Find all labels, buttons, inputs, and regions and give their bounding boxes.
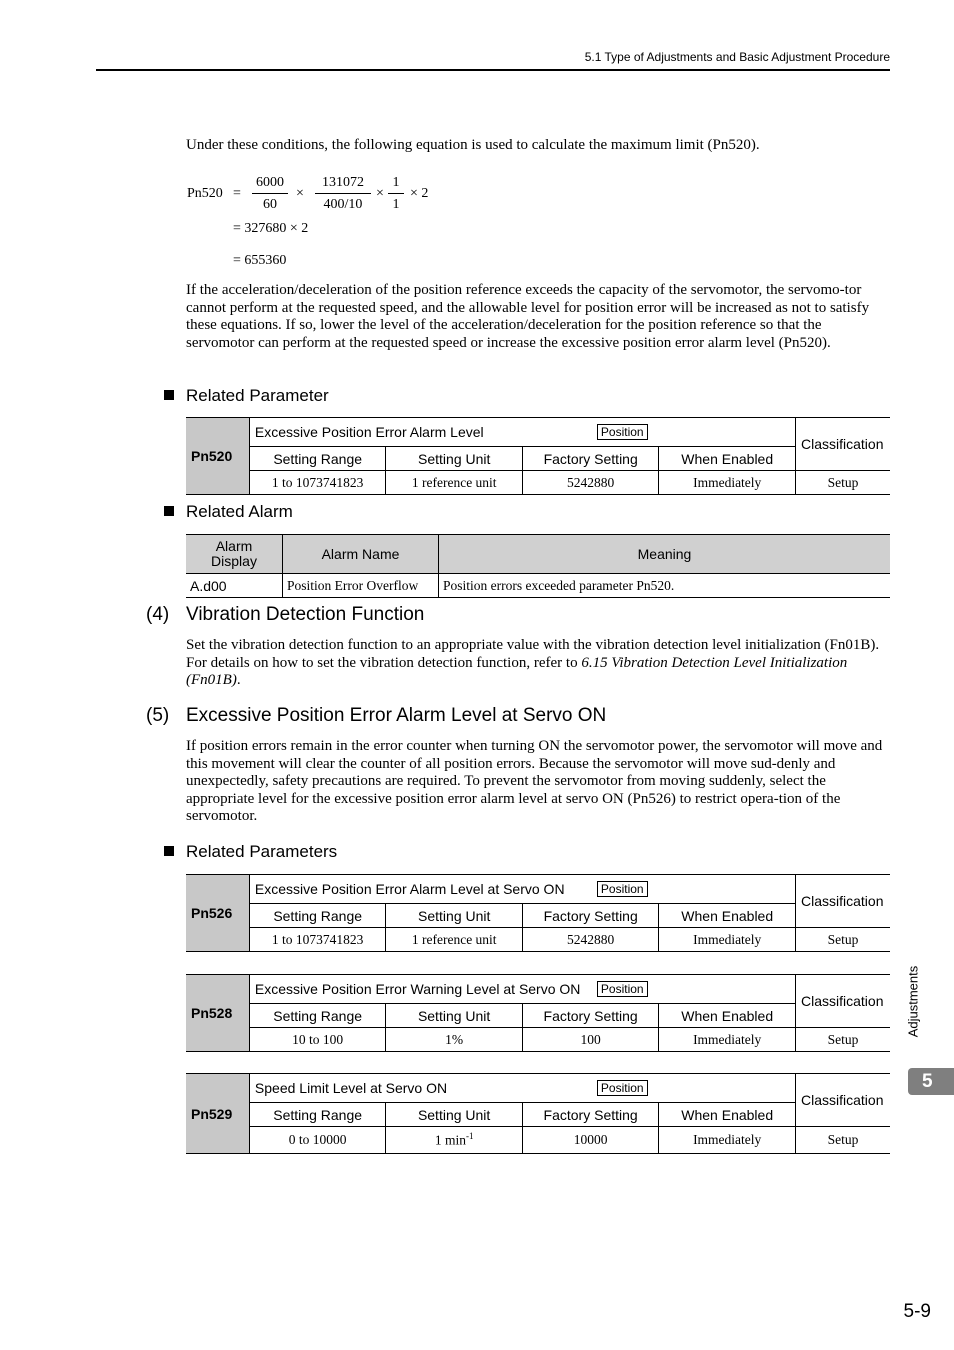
body-paragraph: If the acceleration/deceleration of the position reference exceeds the capacity of the servomotor, the servomo-tor cannot perform at the requested speed, and the allowable level for position error will be increased as not to satisfy these equations. If so, lower the level of the acceleration/deceleration for the position reference so that the servomotor can perform at the requested speed or increase the excessive position error alarm level (Pn520). (186, 282, 870, 351)
bullet-square-icon (164, 846, 174, 856)
setting-range-value: 1 to 1073741823 (249, 471, 386, 495)
bullet-square-icon (164, 506, 174, 516)
bullet-square-icon (164, 390, 174, 400)
param-code: Pn520 (186, 418, 249, 495)
param-code: Pn528 (186, 975, 249, 1052)
classification-header: Classification (796, 1074, 891, 1127)
param-table-pn526 (186, 874, 890, 952)
fraction-3: $\frac{1}{1}$ (388, 174, 404, 213)
param-name: Excessive Position Error Alarm Level Position (249, 418, 795, 447)
when-enabled-header: When Enabled (659, 1103, 796, 1127)
meaning-header: Meaning (439, 535, 891, 574)
classification-value: Setup (796, 1127, 891, 1154)
setting-unit-header: Setting Unit (386, 1103, 522, 1127)
classification-value: Setup (796, 1028, 891, 1052)
setting-unit-header: Setting Unit (386, 904, 522, 928)
param-name: Excessive Position Error Warning Level at Servo ON Position (249, 975, 795, 1004)
factory-setting-value: 5242880 (522, 928, 658, 952)
related-alarm-heading: Related Alarm (164, 502, 293, 522)
setting-unit-header: Setting Unit (386, 1004, 522, 1028)
classification-header: Classification (796, 975, 891, 1028)
setting-unit-value: 1% (386, 1028, 522, 1052)
classification-value: Setup (796, 928, 891, 952)
side-chapter-label: Adjustments (905, 965, 921, 1038)
when-enabled-value: Immediately (659, 1028, 796, 1052)
when-enabled-value: Immediately (659, 471, 796, 495)
alarm-name: Position Error Overflow (283, 574, 439, 598)
header-rule (96, 69, 890, 71)
factory-setting-header: Factory Setting (522, 447, 658, 471)
when-enabled-value: Immediately (659, 1127, 796, 1154)
classification-value: Setup (796, 471, 891, 495)
param-code: Pn526 (186, 875, 249, 952)
setting-range-value: 10 to 100 (249, 1028, 385, 1052)
position-badge: Position (597, 424, 648, 440)
param-name: Excessive Position Error Alarm Level at Servo ON Position (249, 875, 795, 904)
alarm-meaning: Position errors exceeded parameter Pn520. (439, 574, 891, 598)
when-enabled-value: Immediately (659, 928, 796, 952)
factory-setting-header: Factory Setting (522, 1004, 659, 1028)
equation-tail: × 2 (410, 186, 429, 201)
setting-unit-value: 1 reference unit (386, 928, 522, 952)
section-4-body: Set the vibration detection function to an appropriate value with the vibration detection level initialization (Fn01B). For details on how to set the vibration detection function, refer to 6.15 Vibration Detection Level Initialization (Fn01B). (186, 637, 880, 689)
position-badge: Position (597, 1080, 648, 1096)
equation-lhs: Pn520 (187, 186, 223, 201)
setting-range-value: 0 to 10000 (249, 1127, 385, 1154)
times-1: × (296, 186, 304, 201)
chapter-tab: 5 (908, 1068, 954, 1095)
param-table-pn529 (186, 1073, 890, 1154)
related-parameters-heading: Related Parameters (164, 842, 337, 862)
related-parameter-heading: Related Parameter (164, 386, 329, 406)
param-table-pn520 (186, 417, 890, 495)
position-badge: Position (597, 981, 648, 997)
param-code: Pn529 (186, 1074, 249, 1154)
alarm-table (186, 534, 890, 598)
page-number: 5-9 (903, 1301, 931, 1322)
unit-superscript: -1 (465, 1131, 474, 1142)
section-5-heading: (5) Excessive Position Error Alarm Level at Servo ON (146, 705, 607, 726)
setting-range-value: 1 to 1073741823 (249, 928, 386, 952)
section-5-body: If position errors remain in the error counter when turning ON the servomotor power, the servomotor will move and this movement will clear the counter of all position errors. Because the servomotor will move sud-denly and unexpectedly, safety precautions are required. To prevent the servomotor from moving suddenly, select the appropriate level for the excessive position error alarm level at servo ON (Pn526) to restrict opera-tion of the servomotor. (186, 738, 883, 825)
factory-setting-value: 100 (522, 1028, 659, 1052)
setting-range-header: Setting Range (249, 904, 386, 928)
section-4-heading: (4) Vibration Detection Function (146, 604, 425, 625)
setting-unit-header: Setting Unit (386, 447, 522, 471)
setting-range-header: Setting Range (249, 1103, 385, 1127)
running-header: 5.1 Type of Adjustments and Basic Adjustment Procedure (584, 50, 890, 64)
factory-setting-value: 10000 (522, 1127, 659, 1154)
factory-setting-header: Factory Setting (522, 1103, 659, 1127)
setting-range-header: Setting Range (249, 1004, 385, 1028)
classification-header: Classification (796, 418, 891, 471)
equation-line-3: = 655360 (233, 253, 287, 268)
setting-unit-value: 1 reference unit (386, 471, 522, 495)
intro-paragraph: Under these conditions, the following equation is used to calculate the maximum limit (Pn520). (186, 137, 760, 153)
equation-line-2: = 327680 × 2 (233, 221, 309, 236)
factory-setting-header: Factory Setting (522, 904, 658, 928)
when-enabled-header: When Enabled (659, 904, 796, 928)
classification-header: Classification (796, 875, 891, 928)
cross-reference: 6.15 Vibration Detection Level Initialization (Fn01B) (186, 654, 848, 689)
factory-setting-value: 5242880 (522, 471, 658, 495)
param-name: Speed Limit Level at Servo ON Position (249, 1074, 795, 1103)
alarm-name-header: Alarm Name (283, 535, 439, 574)
setting-range-header: Setting Range (249, 447, 386, 471)
param-table-pn528 (186, 974, 890, 1052)
equation-equals: = (233, 186, 241, 201)
fraction-1: $\frac{6000}{60}$ (252, 174, 288, 213)
when-enabled-header: When Enabled (659, 447, 796, 471)
alarm-display-header: Alarm Display (186, 535, 283, 574)
fraction-2: $\frac{131072}{400/10}$ (315, 174, 371, 213)
alarm-code: A.d00 (186, 574, 283, 598)
times-2: × (376, 186, 384, 201)
when-enabled-header: When Enabled (659, 1004, 796, 1028)
setting-unit-value: 1 $\min^{-1}$ (386, 1127, 522, 1154)
position-badge: Position (597, 881, 648, 897)
